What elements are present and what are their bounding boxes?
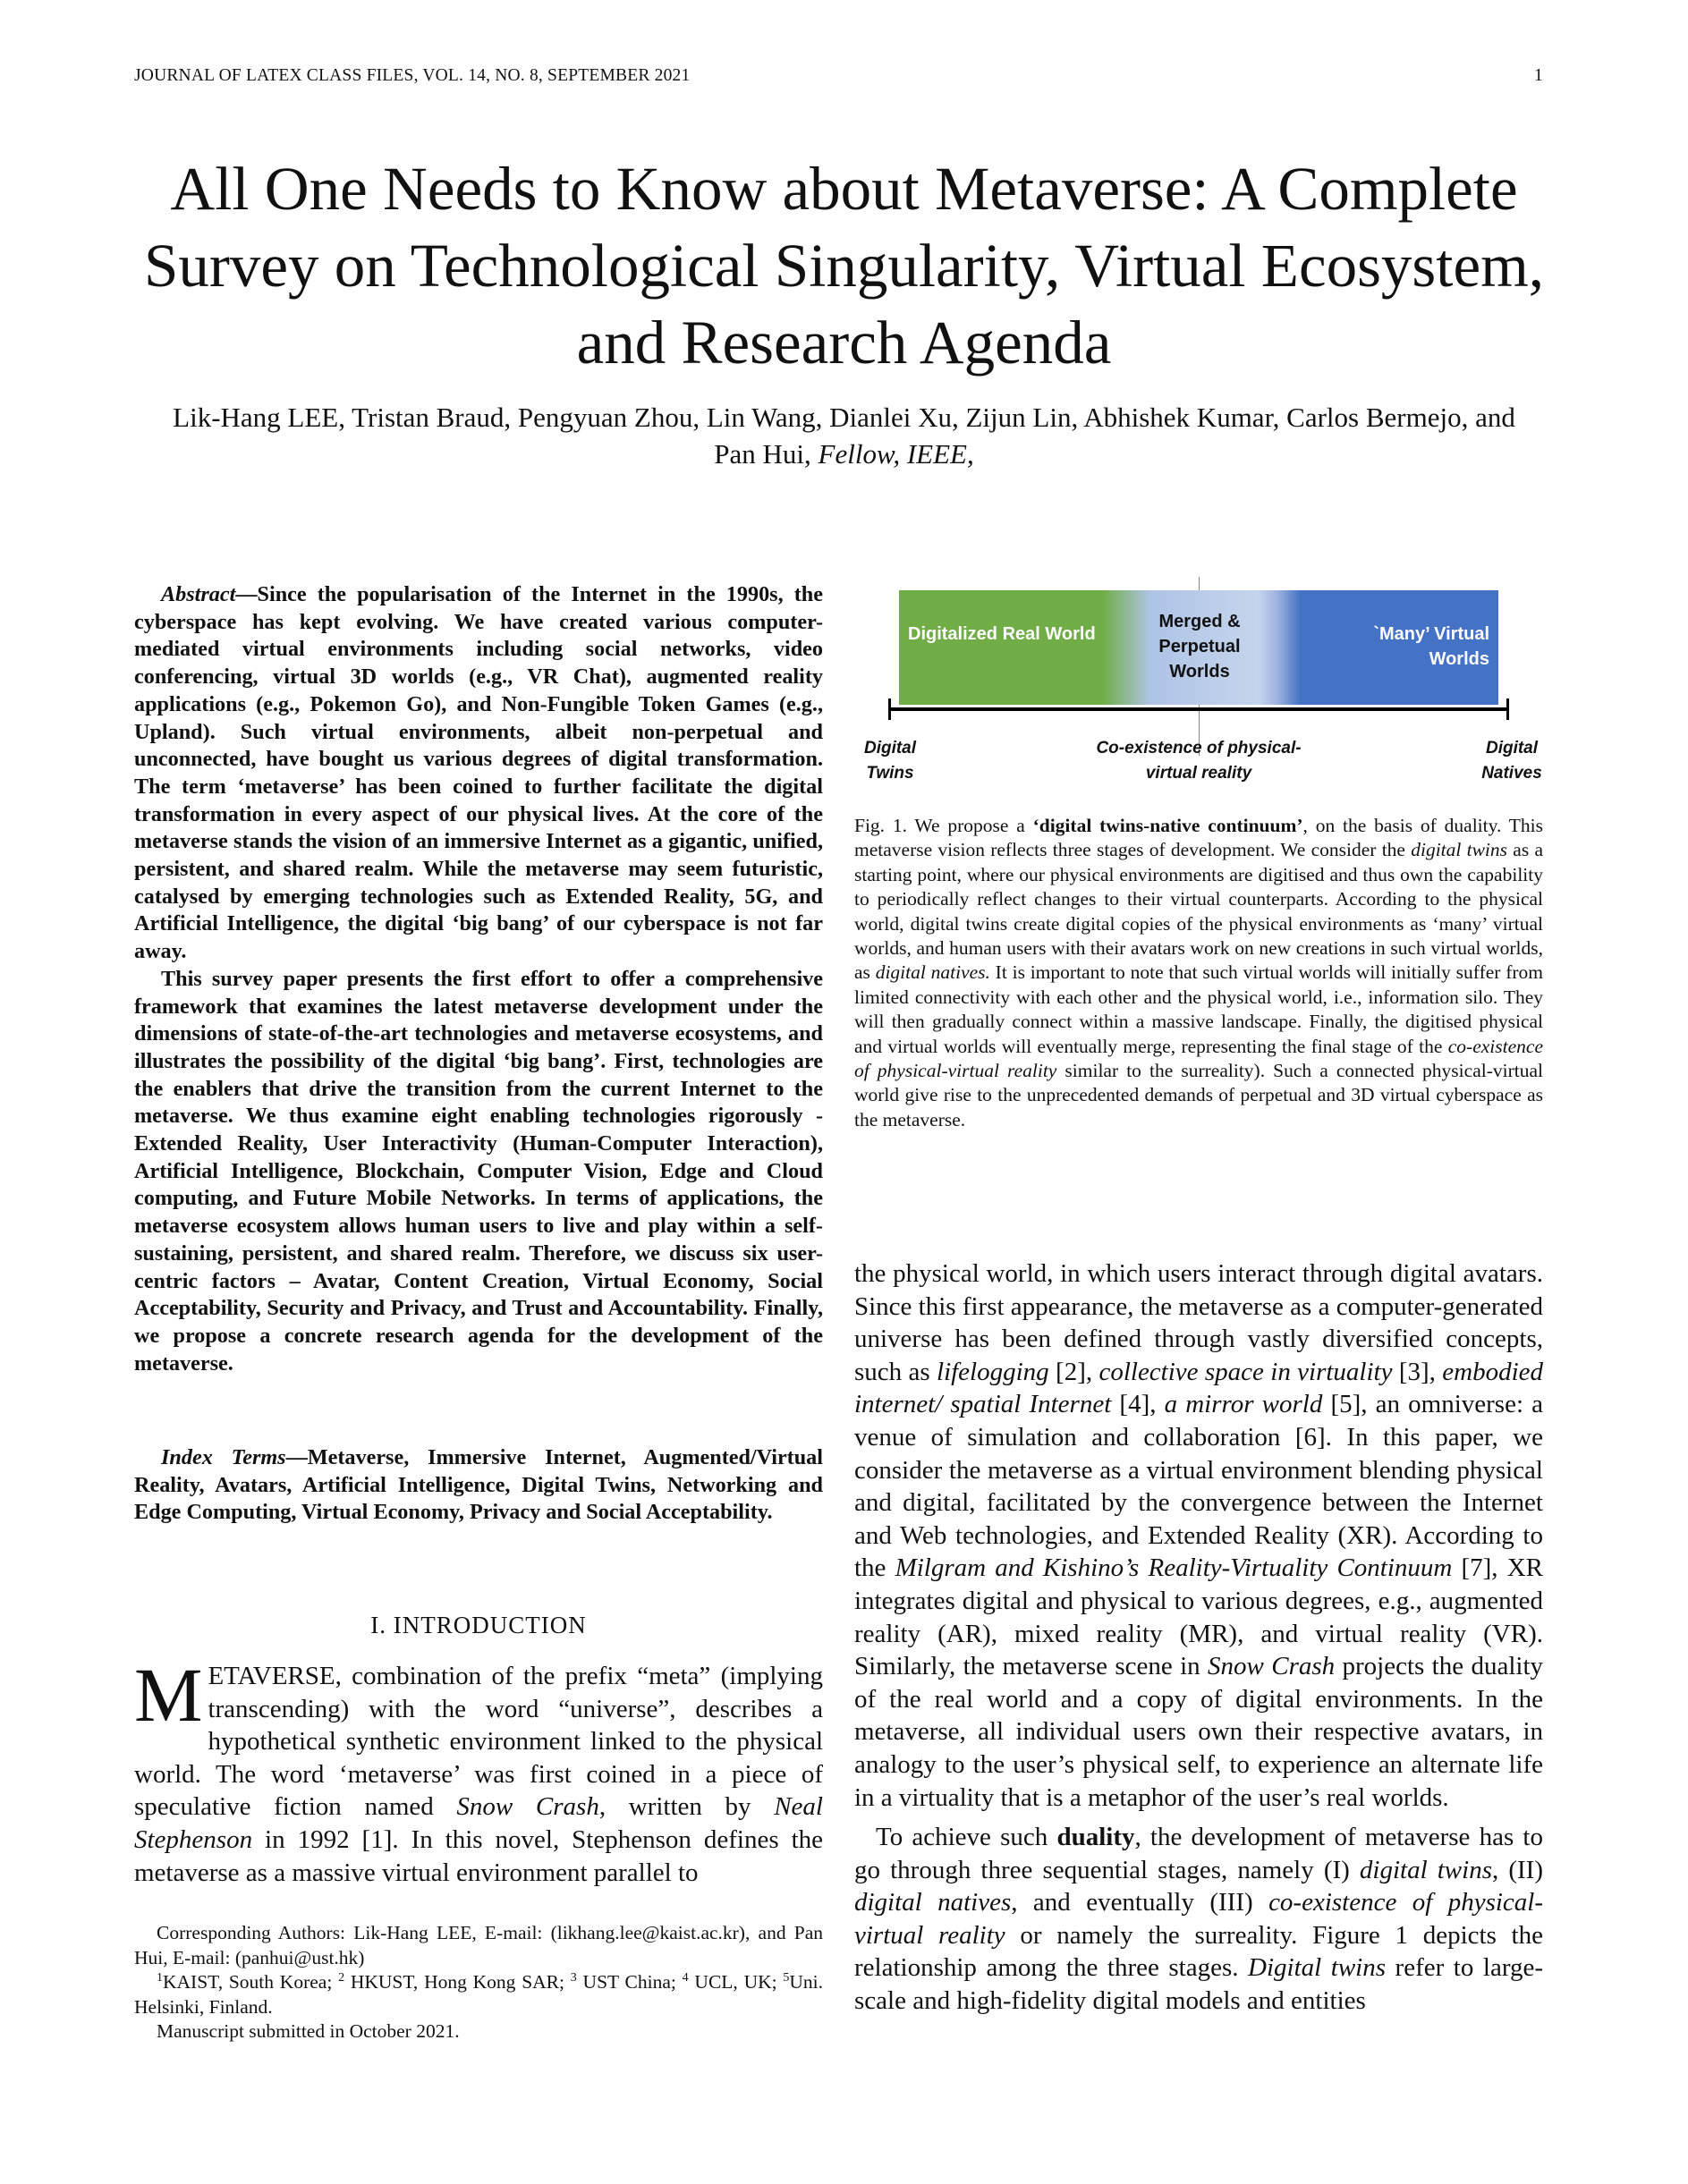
figure-caption	[854, 814, 1543, 1132]
text-segment: co-existence of physical-virtual reality	[854, 1035, 1543, 1082]
label-digital-twins: Digital Twins	[863, 739, 917, 783]
text-segment: 2	[338, 1970, 345, 1985]
right-column-body	[854, 1257, 1543, 2018]
label-coexistence: Co-existence of physical-virtual reality	[1096, 739, 1302, 783]
text-segment: lifelogging	[937, 1357, 1049, 1386]
text-segment: Milgram and Kishino’s Reality-Virtuality Continuum	[895, 1553, 1453, 1583]
text-segment: Fig. 1. We propose a	[854, 815, 1033, 836]
text-segment: refer to large-scale and high-fidelity digital models and entities	[854, 1953, 1543, 2016]
text-segment: projects the duality of the real world and a copy of digital environments. In the metaverse, all individual users own their respective avatars, in analogy to the user’s physical self, to experience an alternate life in a virtuality that is a metaphor of the user’s real worlds.	[854, 1652, 1543, 1812]
journal-name: JOURNAL OF LATEX CLASS FILES, VOL. 14, NO. 8, SEPTEMBER 2021	[134, 66, 691, 85]
page-number: 1	[1534, 66, 1543, 85]
abstract	[134, 581, 823, 1377]
text-segment: 1	[157, 1970, 163, 1985]
footnotes	[134, 1921, 823, 2044]
author-fellow: Fellow, IEEE,	[818, 438, 974, 470]
text-segment: [5], an omniverse: a venue of simulation and collaboration [6]. In this paper, we consider the metaverse as a virtual environment blending physical and digital, facilitated by the convergence between the Internet and Web technologies, and Extended Reality (XR). According to the	[854, 1390, 1544, 1583]
text-segment: embodied internet/ spatial Internet	[854, 1357, 1543, 1419]
text-segment: Neal Stephenson	[134, 1792, 823, 1854]
text-segment: 4	[682, 1970, 689, 1985]
text-segment: UST China;	[576, 1971, 683, 1993]
text-segment: [4],	[1111, 1390, 1165, 1419]
text-segment: a mirror world	[1164, 1390, 1323, 1419]
paragraph	[134, 1444, 823, 1527]
label-digital-natives: Digital Natives	[1481, 739, 1542, 783]
axis-line	[890, 707, 1507, 711]
text-segment: HKUST, Hong Kong SAR;	[344, 1971, 571, 1993]
text-segment: , (II)	[1492, 1855, 1543, 1884]
text-segment: UCL, UK;	[688, 1971, 784, 1993]
text-segment: duality	[1056, 1823, 1135, 1852]
text-segment: [2],	[1048, 1357, 1099, 1386]
text-segment: —Since the popularisation of the Internet in the 1990s, the cyberspace has kept evolving. We have created various computer-mediated virtual environments including social networks, video conferencing, virtual 3D worlds (e.g., VR Chat), augmented reality applications (e.g., Pokemon Go), and Non-Fungible Token Games (e.g., Upland). Such virtual environments, albeit non-perpetual and unconnected, have bought us various degrees of digital transformation. The term ‘metaverse’ has been coined to further facilitate the digital transformation in every aspect of our physical lives. At the core of the metaverse stands the vision of an immersive Internet as a gigantic, unified, persistent, and shared realm. While the metaverse may seem futuristic, catalysed by emerging technologies such as Extended Reality, 5G, and Artificial Intelligence, the digital ‘big bang’ of our cyberspace is not far away.	[134, 582, 823, 964]
text-segment: 5	[783, 1970, 790, 1985]
text-segment: digital twins	[1411, 839, 1508, 861]
text-segment: Digital twins	[1248, 1953, 1386, 1983]
intro-paragraph	[134, 1652, 823, 1889]
paper-title: All One Needs to Know about Metaverse: A Complete Survey on Technological Singularity, Virtual Ecosystem, and Research Agenda	[144, 155, 1544, 377]
axis-tick-left	[888, 698, 891, 720]
box-digitalized-real-world: Digitalized Real World	[908, 624, 1096, 644]
box-many-virtual-worlds: `Many’ Virtual Worlds	[1373, 624, 1489, 669]
paragraph	[854, 1821, 1543, 2018]
text-segment: Corresponding Authors: Lik-Hang LEE, E-mail: (likhang.lee@kaist.ac.kr), and Pan Hui, E-mail: (panhui@ust.hk)	[134, 1922, 823, 1968]
text-segment: , on the basis of duality. This metaverse vision reflects three stages of development. We consider the	[854, 815, 1543, 861]
drop-cap: M	[134, 1652, 203, 1738]
text-segment: , and eventually (III)	[1011, 1888, 1269, 1917]
text-segment: digital twins	[1359, 1855, 1492, 1884]
section-heading: I. INTRODUCTION	[370, 1612, 587, 1638]
text-segment: [3],	[1392, 1357, 1443, 1386]
text-segment: Index Terms	[161, 1445, 286, 1469]
text-segment: the physical world, in which users interact through digital avatars. Since this first appearance, the metaverse as a computer-generated universe has been defined through vastly diversified concepts, such as	[854, 1259, 1543, 1386]
box-merged-worlds: Merged & Perpetual Worlds	[1158, 612, 1241, 681]
text-segment: To achieve such	[876, 1823, 1057, 1852]
text-segment: co-existence of physical-virtual reality	[854, 1888, 1543, 1950]
text-segment: digital natives.	[875, 961, 990, 984]
paragraph	[134, 2019, 823, 2044]
text-segment: Uni. Helsinki, Finland.	[134, 1971, 824, 2018]
text-segment: Snow Crash	[456, 1792, 599, 1822]
text-segment: Abstract	[161, 582, 236, 606]
paragraph	[854, 1257, 1543, 1814]
paragraph	[134, 581, 823, 966]
text-segment: digital natives	[854, 1888, 1012, 1917]
text-segment: Snow Crash	[1208, 1652, 1336, 1681]
text-segment: It is important to note that such virtual worlds will initially suffer from limited connectivity with each other and the physical world, i.e., information silo. They will then gradually connect within a massive landscape. Finally, the digitised physical and virtual worlds will eventually merge, representing the final stage of the	[854, 961, 1544, 1057]
author-names: Lik-Hang LEE, Tristan Braud, Pengyuan Zhou, Lin Wang, Dianlei Xu, Zijun Lin, Abhishek Kumar, Carlos Bermejo, and Pan Hui,	[173, 402, 1515, 470]
paragraph	[134, 966, 823, 1378]
text-segment: KAIST, South Korea;	[162, 1971, 339, 1993]
text-segment: Manuscript submitted in October 2021.	[157, 2020, 460, 2042]
text-segment: or namely the surreality. Figure 1 depicts the relationship among the three stages.	[854, 1920, 1543, 1983]
text-segment: , written by	[598, 1792, 775, 1822]
text-segment: [7], XR integrates digital and physical to various degrees, e.g., augmented reality (AR), mixed reality (MR), and virtual reality (VR). Similarly, the metaverse scene in	[854, 1553, 1543, 1681]
text-segment: similar to the surreality). Such a connected physical-virtual world give rise to the unprecedented demands of perpetual and 3D virtual cyberspace as the metaverse.	[854, 1060, 1543, 1130]
text-segment: —Metaverse, Immersive Internet, Augmented/Virtual Reality, Avatars, Artificial Intelligence, Digital Twins, Networking and Edge Computing, Virtual Economy, Privacy and Social Acceptability.	[134, 1445, 823, 1525]
text-segment: ‘digital twins-native continuum’	[1032, 815, 1303, 836]
author-list	[152, 399, 1536, 472]
index-terms	[134, 1444, 823, 1527]
paragraph	[134, 1921, 823, 1970]
text-segment: in 1992 [1]. In this novel, Stephenson defines the metaverse as a massive virtual environment parallel to	[134, 1824, 823, 1887]
text-segment: 3	[570, 1970, 577, 1985]
axis-tick-right	[1506, 698, 1509, 720]
text-segment: ETAVERSE, combination of the prefix “meta” (implying transcending) with the word “universe”, describes a hypothetical synthetic environment linked to the physical world. The word ‘metaverse’ was first coined in a piece of speculative fiction named	[134, 1662, 823, 1822]
text-segment: collective space in virtuality	[1098, 1357, 1393, 1386]
text-segment: as a starting point, where our physical environments are digitised and thus own the capability to periodically reflect changes to their virtual counterparts. According to the physical world, digital twins create digital copies of the physical environments as ‘many’ virtual worlds, and human users with their avatars work on new creations in such virtual worlds, as	[854, 839, 1543, 984]
paragraph	[134, 1970, 823, 2019]
running-header	[134, 66, 1543, 86]
figure-continuum	[854, 577, 1543, 800]
text-segment: This survey paper presents the first effort to offer a comprehensive framework that examines the latest metaverse development under the dimensions of state-of-the-art technologies and metaverse ecosystems, and illustrates the possibility of the digital ‘big bang’. First, technologies are the enablers that drive the transition from the current Internet to the metaverse. We thus examine eight enabling technologies rigorously - Extended Reality, User Interactivity (Human-Computer Interaction), Artificial Intelligence, Blockchain, Computer Vision, Edge and Cloud computing, and Future Mobile Networks. In terms of applications, the metaverse ecosystem allows human users to live and play within a self-sustaining, persistent, and shared realm. Therefore, we discuss six user-centric factors – Avatar, Content Creation, Virtual Economy, Social Acceptability, Security and Privacy, and Trust and Accountability. Finally, we propose a concrete research agenda for the development of the metaverse.	[134, 966, 823, 1376]
text-segment: , the development of metaverse has to go through three sequential stages, namely (I)	[854, 1823, 1543, 1884]
